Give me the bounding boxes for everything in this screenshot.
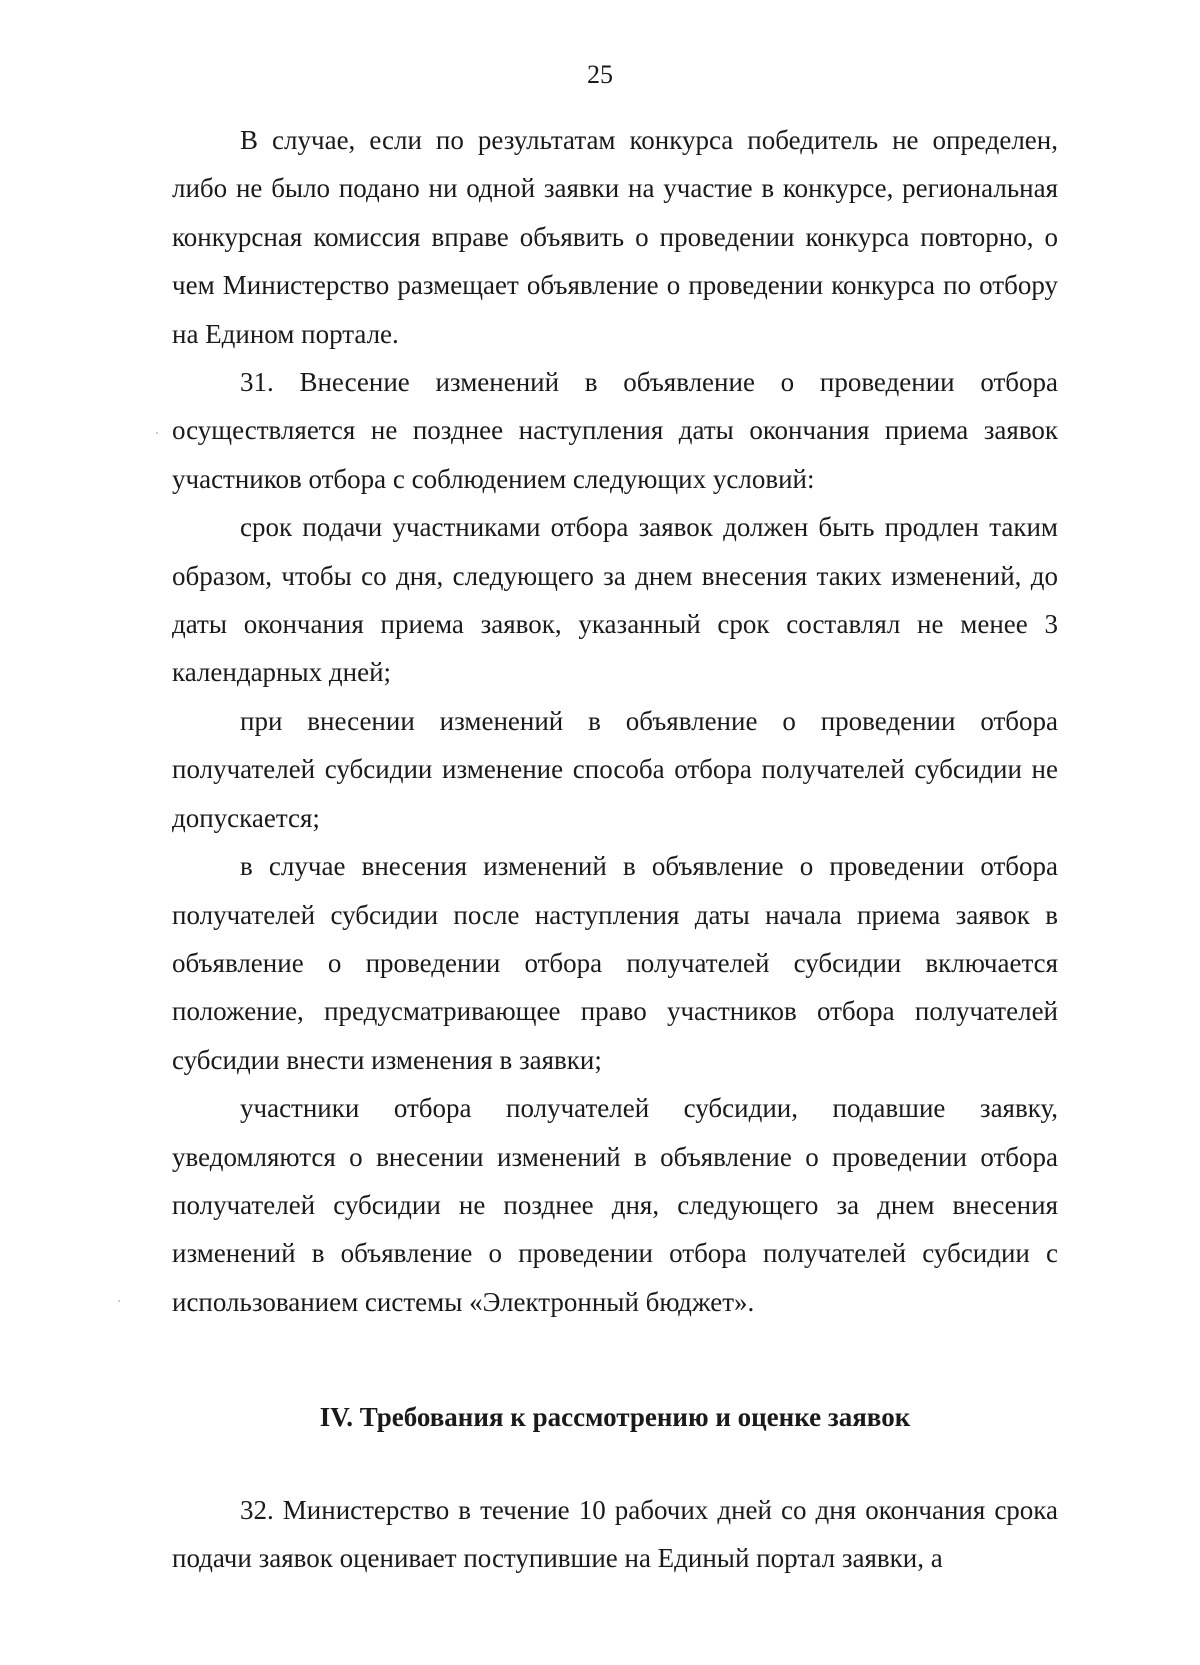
paragraph-amend-applications: в случае внесения изменений в объявление о проведении отбора получателей субсидии после наступления даты начала приема заявок в объявление о проведении отбора получателей субсидии включается положение, предусматривающее право участников отбора получателей субсидии внести изменения в заявки; [172,851,1058,1075]
page-number: 25 [587,60,613,89]
document-body [172,116,1058,1582]
scan-speck [118,1300,120,1302]
paragraph-32: 32. Министерство в течение 10 рабочих дней со дня окончания срока подачи заявок оценивает поступившие на Единый портал заявки, а [172,1494,1058,1573]
section-spacer [172,1326,1058,1350]
paragraph-participants-notified: участники отбора получателей субсидии, подавшие заявку, уведомляются о внесении изменений в объявление о проведении отбора получателей субсидии не позднее дня, следующего за днем внесения изменений в объявление о проведении отбора получателей субсидии с использованием системы «Электронный бюджет». [172,1093,1058,1317]
paragraph-method-change: при внесении изменений в объявление о проведении отбора получателей субсидии изменение способа отбора получателей субсидии не допускается; [172,705,1058,833]
section-heading: IV. Требования к рассмотрению и оценке заявок [319,1402,911,1433]
paragraph-31: 31. Внесение изменений в объявление о проведении отбора осуществляется не позднее наступления даты окончания приема заявок участников отбора с соблюдением следующих условий: [172,367,1058,494]
paragraph-deadline-extension: срок подачи участниками отбора заявок должен быть продлен таким образом, чтобы со дня, следующего за днем внесения таких изменений, до даты окончания приема заявок, указанный срок составлял не менее 3 календарных дней; [172,512,1058,688]
paragraph-contest-repeat: В случае, если по результатам конкурса победитель не определен, либо не было подано ни одной заявки на участие в конкурсе, региональная конкурсная комиссия вправе объявить о проведении конкурса повторно, о чем Министерство размещает объявление о проведении конкурса по отбору на Едином портале. [172,125,1058,349]
scan-speck [156,432,158,434]
